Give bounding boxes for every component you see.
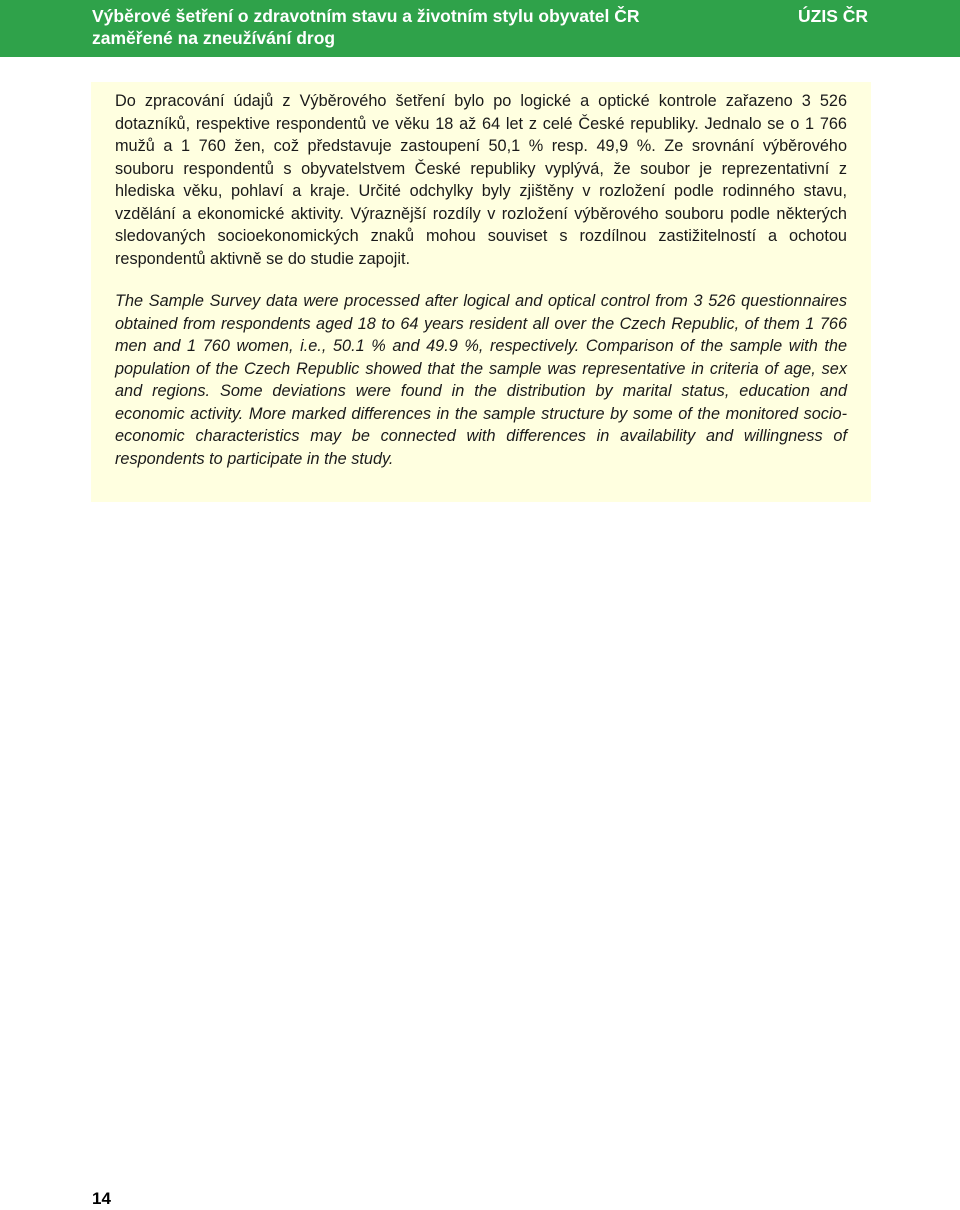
paragraph-czech: Do zpracování údajů z Výběrového šetření bylo po logické a optické kontrole zařazeno 3 526 dotazníků, respektive respondentů ve věku 18 až 64 let z celé České republiky. Jednalo se o 1 766 mužů a 1 760 žen, což představuje zastoupení 50,1 % resp. 49,9 %. Ze srovnání výběrového souboru respondentů s obyvatelstvem České republiky vyplývá, že soubor je reprezentativní z hlediska věku, pohlaví a kraje. Určité odchylky byly zjištěny v rozložení podle rodinného stavu, vzdělání a ekonomické aktivity. Výraznější rozdíly v rozložení výběrového souboru podle některých sledovaných socioekonomických znaků mohou souviset s rozdílnou zastižitelností a ochotou respondentů aktivně se do studie zapojit. (115, 92, 847, 268)
paragraph-english: The Sample Survey data were processed after logical and optical control from 3 526 questionnaires obtained from respondents aged 18 to 64 years resident all over the Czech Republic, of them 1 766 men and 1 760 women, i.e., 50.1 % and 49.9 %, respectively. Comparison of the sample with the population of the Czech Republic showed that the sample was representative in criteria of age, sex and regions. Some deviations were found in the distribution by marital status, education and economic activity. More marked differences in the sample structure by some of the monitored socio-economic characteristics may be connected with differences in availability and willingness of respondents to participate in the study. (115, 292, 847, 468)
header-bar (0, 0, 960, 57)
document-title (92, 5, 732, 49)
document-title-line-2: zaměřené na zneužívání drog (92, 28, 336, 48)
document-title-line-1: Výběrové šetření o zdravotním stavu a životním stylu obyvatel ČR (92, 6, 640, 26)
page-number: 14 (92, 1189, 111, 1208)
organization-name: ÚZIS ČR (798, 6, 868, 26)
